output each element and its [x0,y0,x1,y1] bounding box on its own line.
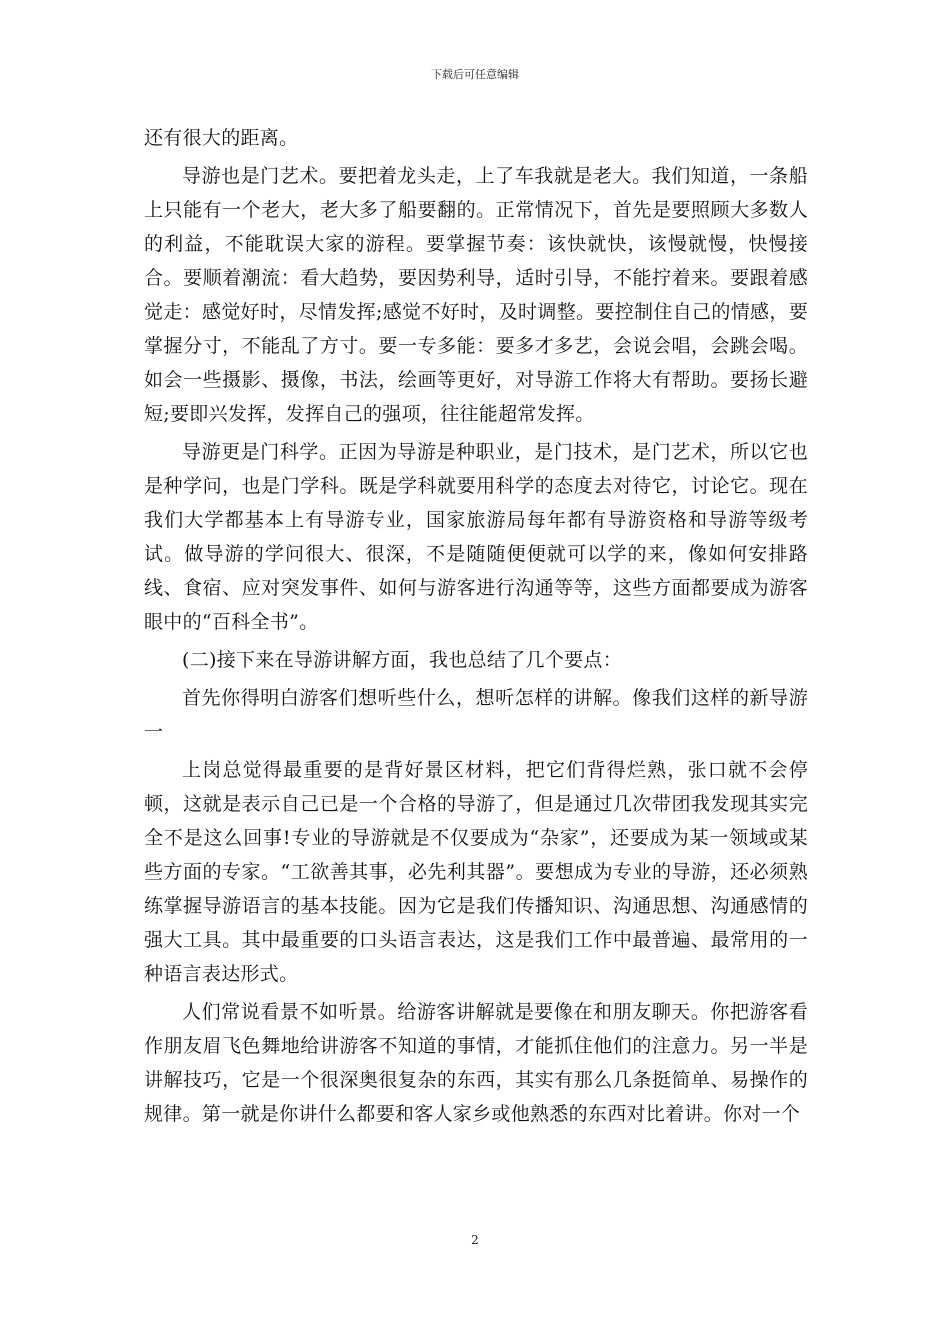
paragraph: 导游也是门艺术。要把着龙头走，上了车我就是老大。我们知道，一条船上只能有一个老大，老大多了船要翻的。正常情况下，首先是要照顾大多数人的利益，不能耽误大家的游程。要掌握节奏：该快就快，该慢就慢，快慢接合。要顺着潮流：看大趋势，要因势利导，适时引导，不能拧着来。要跟着感觉走：感觉好时，尽情发挥;感觉不好时，及时调整。要控制住自己的情感，要掌握分寸，不能乱了方寸。要一专多能：要多才多艺，会说会唱，会跳会喝。如会一些摄影、摄像，书法，绘画等更好，对导游工作将大有帮助。要扬长避短;要即兴发挥，发挥自己的强项，往往能超常发挥。 [144,165,808,425]
page-header: 下载后可任意编辑 [431,68,519,81]
paragraph: 还有很大的距离。 [144,127,299,149]
paragraph: 上岗总觉得最重要的是背好景区材料，把它们背得烂熟，张口就不会停顿，这就是表示自己已是一个合格的导游了，但是通过几次带团我发现其实完全不是这么回事!专业的导游就是不仅要成为“杂家”，还要成为某一领域或某些方面的专家。“工欲善其事，必先利其器”。要想成为专业的导游，还必须熟练掌握导游语言的基本技能。因为它是我们传播知识、沟通思想、沟通感情的强大工具。其中最重要的口头语言表达，这是我们工作中最普遍、最常用的一种语言表达形式。 [144,759,808,985]
page-number: 2 [471,1233,479,1247]
paragraph: 首先你得明白游客们想听些什么，想听怎样的讲解。像我们这样的新导游一 [144,687,808,743]
document-body [144,121,808,1131]
paragraph: 导游更是门科学。正因为导游是种职业，是门技术，是门艺术，所以它也是种学问，也是门学科。既是学科就要用科学的态度去对待它，讨论它。现在我们大学都基本上有导游专业，国家旅游局每年都有导游资格和导游等级考试。做导游的学问很大、很深，不是随随便便就可以学的来，像如何安排路线、食宿、应对突发事件、如何与游客进行沟通等等，这些方面都要成为游客眼中的“百科全书”。 [144,441,808,633]
paragraph: (二)接下来在导游讲解方面，我也总结了几个要点： [182,649,623,671]
paragraph: 人们常说看景不如听景。给游客讲解就是要像在和朋友聊天。你把游客看作朋友眉飞色舞地给讲游客不知道的事情，才能抓住他们的注意力。另一半是讲解技巧，它是一个很深奥很复杂的东西，其实有那么几条挺简单、易操作的规律。第一就是你讲什么都要和客人家乡或他熟悉的东西对比着讲。你对一个 [144,1001,808,1125]
